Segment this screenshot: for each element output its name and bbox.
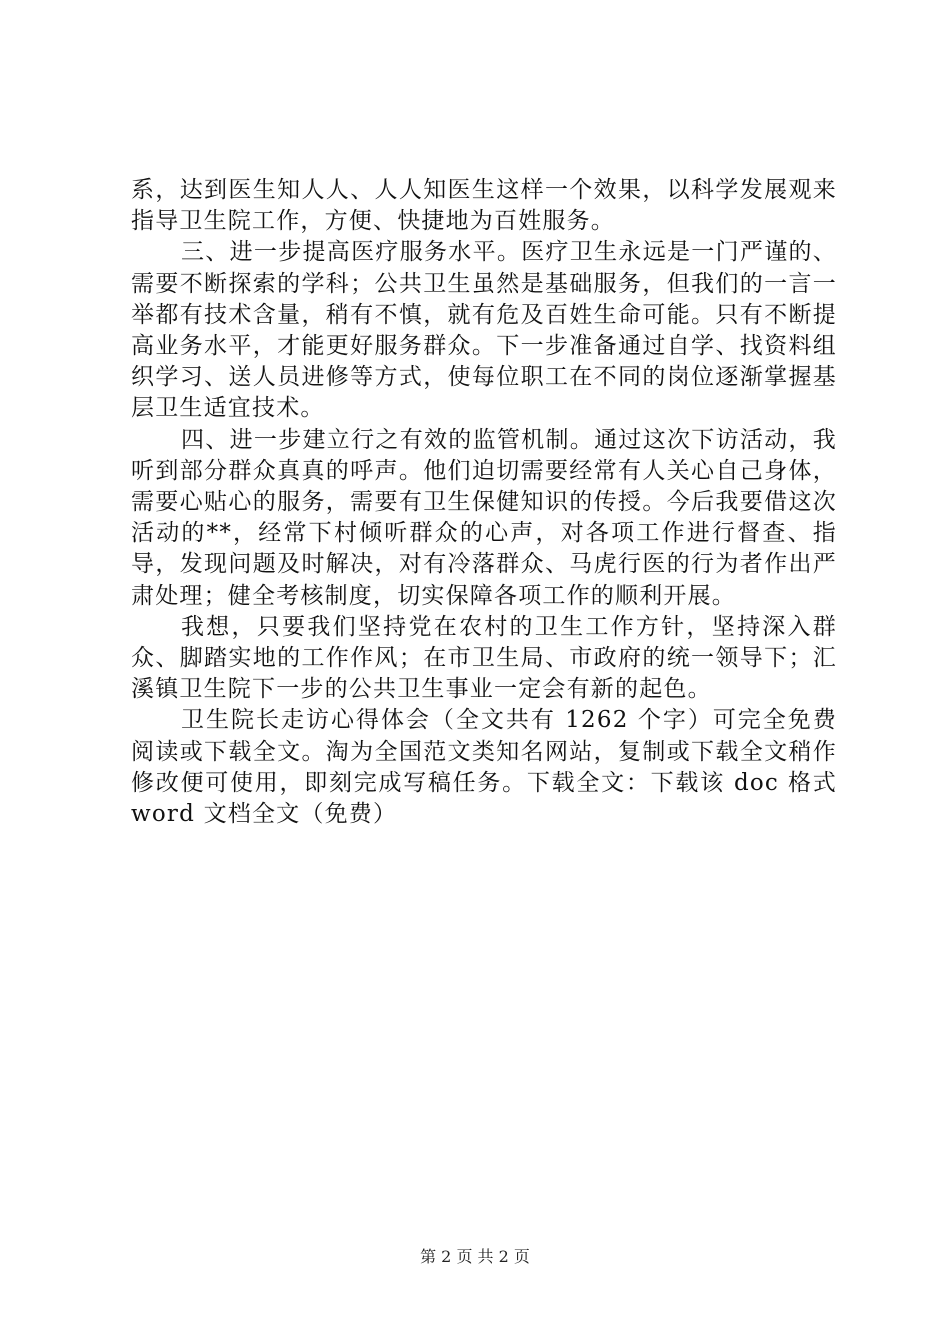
paragraph-conclusion: 我想，只要我们坚持党在农村的卫生工作方针，坚持深入群众、脚踏实地的工作作风；在市卫生局、市政府的统一领导下；汇溪镇卫生院下一步的公共卫生事业一定会有新的起色。 [131, 613, 837, 703]
paragraph-continuation: 系，达到医生知人人、人人知医生这样一个效果，以科学发展观来指导卫生院工作，方便、快捷地为百姓服务。 [131, 177, 837, 235]
paragraph-download-note: 卫生院长走访心得体会（全文共有 1262 个字）可完全免费阅读或下载全文。淘为全国范文类知名网站，复制或下载全文稍作修改便可使用，即刻完成写稿任务。下载全文：下载该 doc 格式 word 文档全文（免费） [131, 707, 837, 828]
page-footer: 第 2 页 共 2 页 [420, 1247, 530, 1266]
paragraph-supervision: 四、进一步建立行之有效的监管机制。通过这次下访活动，我听到部分群众真真的呼声。他们迫切需要经常有人关心自己身体，需要心贴心的服务，需要有卫生保健知识的传授。今后我要借这次活动的**，经常下村倾听群众的心声，对各项工作进行督查、指导，发现问题及时解决，对有冷落群众、马虎行医的行为者作出严肃处理；健全考核制度，切实保障各项工作的顺利开展。 [131, 426, 837, 609]
paragraph-medical-service: 三、进一步提高医疗服务水平。医疗卫生永远是一门严谨的、需要不断探索的学科；公共卫生虽然是基础服务，但我们的一言一举都有技术含量，稍有不慎，就有危及百姓生命可能。只有不断提高业务水平，才能更好服务群众。下一步准备通过自学、找资料组织学习、送人员进修等方式，使每位职工在不同的岗位逐渐掌握基层卫生适宜技术。 [131, 239, 837, 422]
document-body [131, 175, 837, 830]
